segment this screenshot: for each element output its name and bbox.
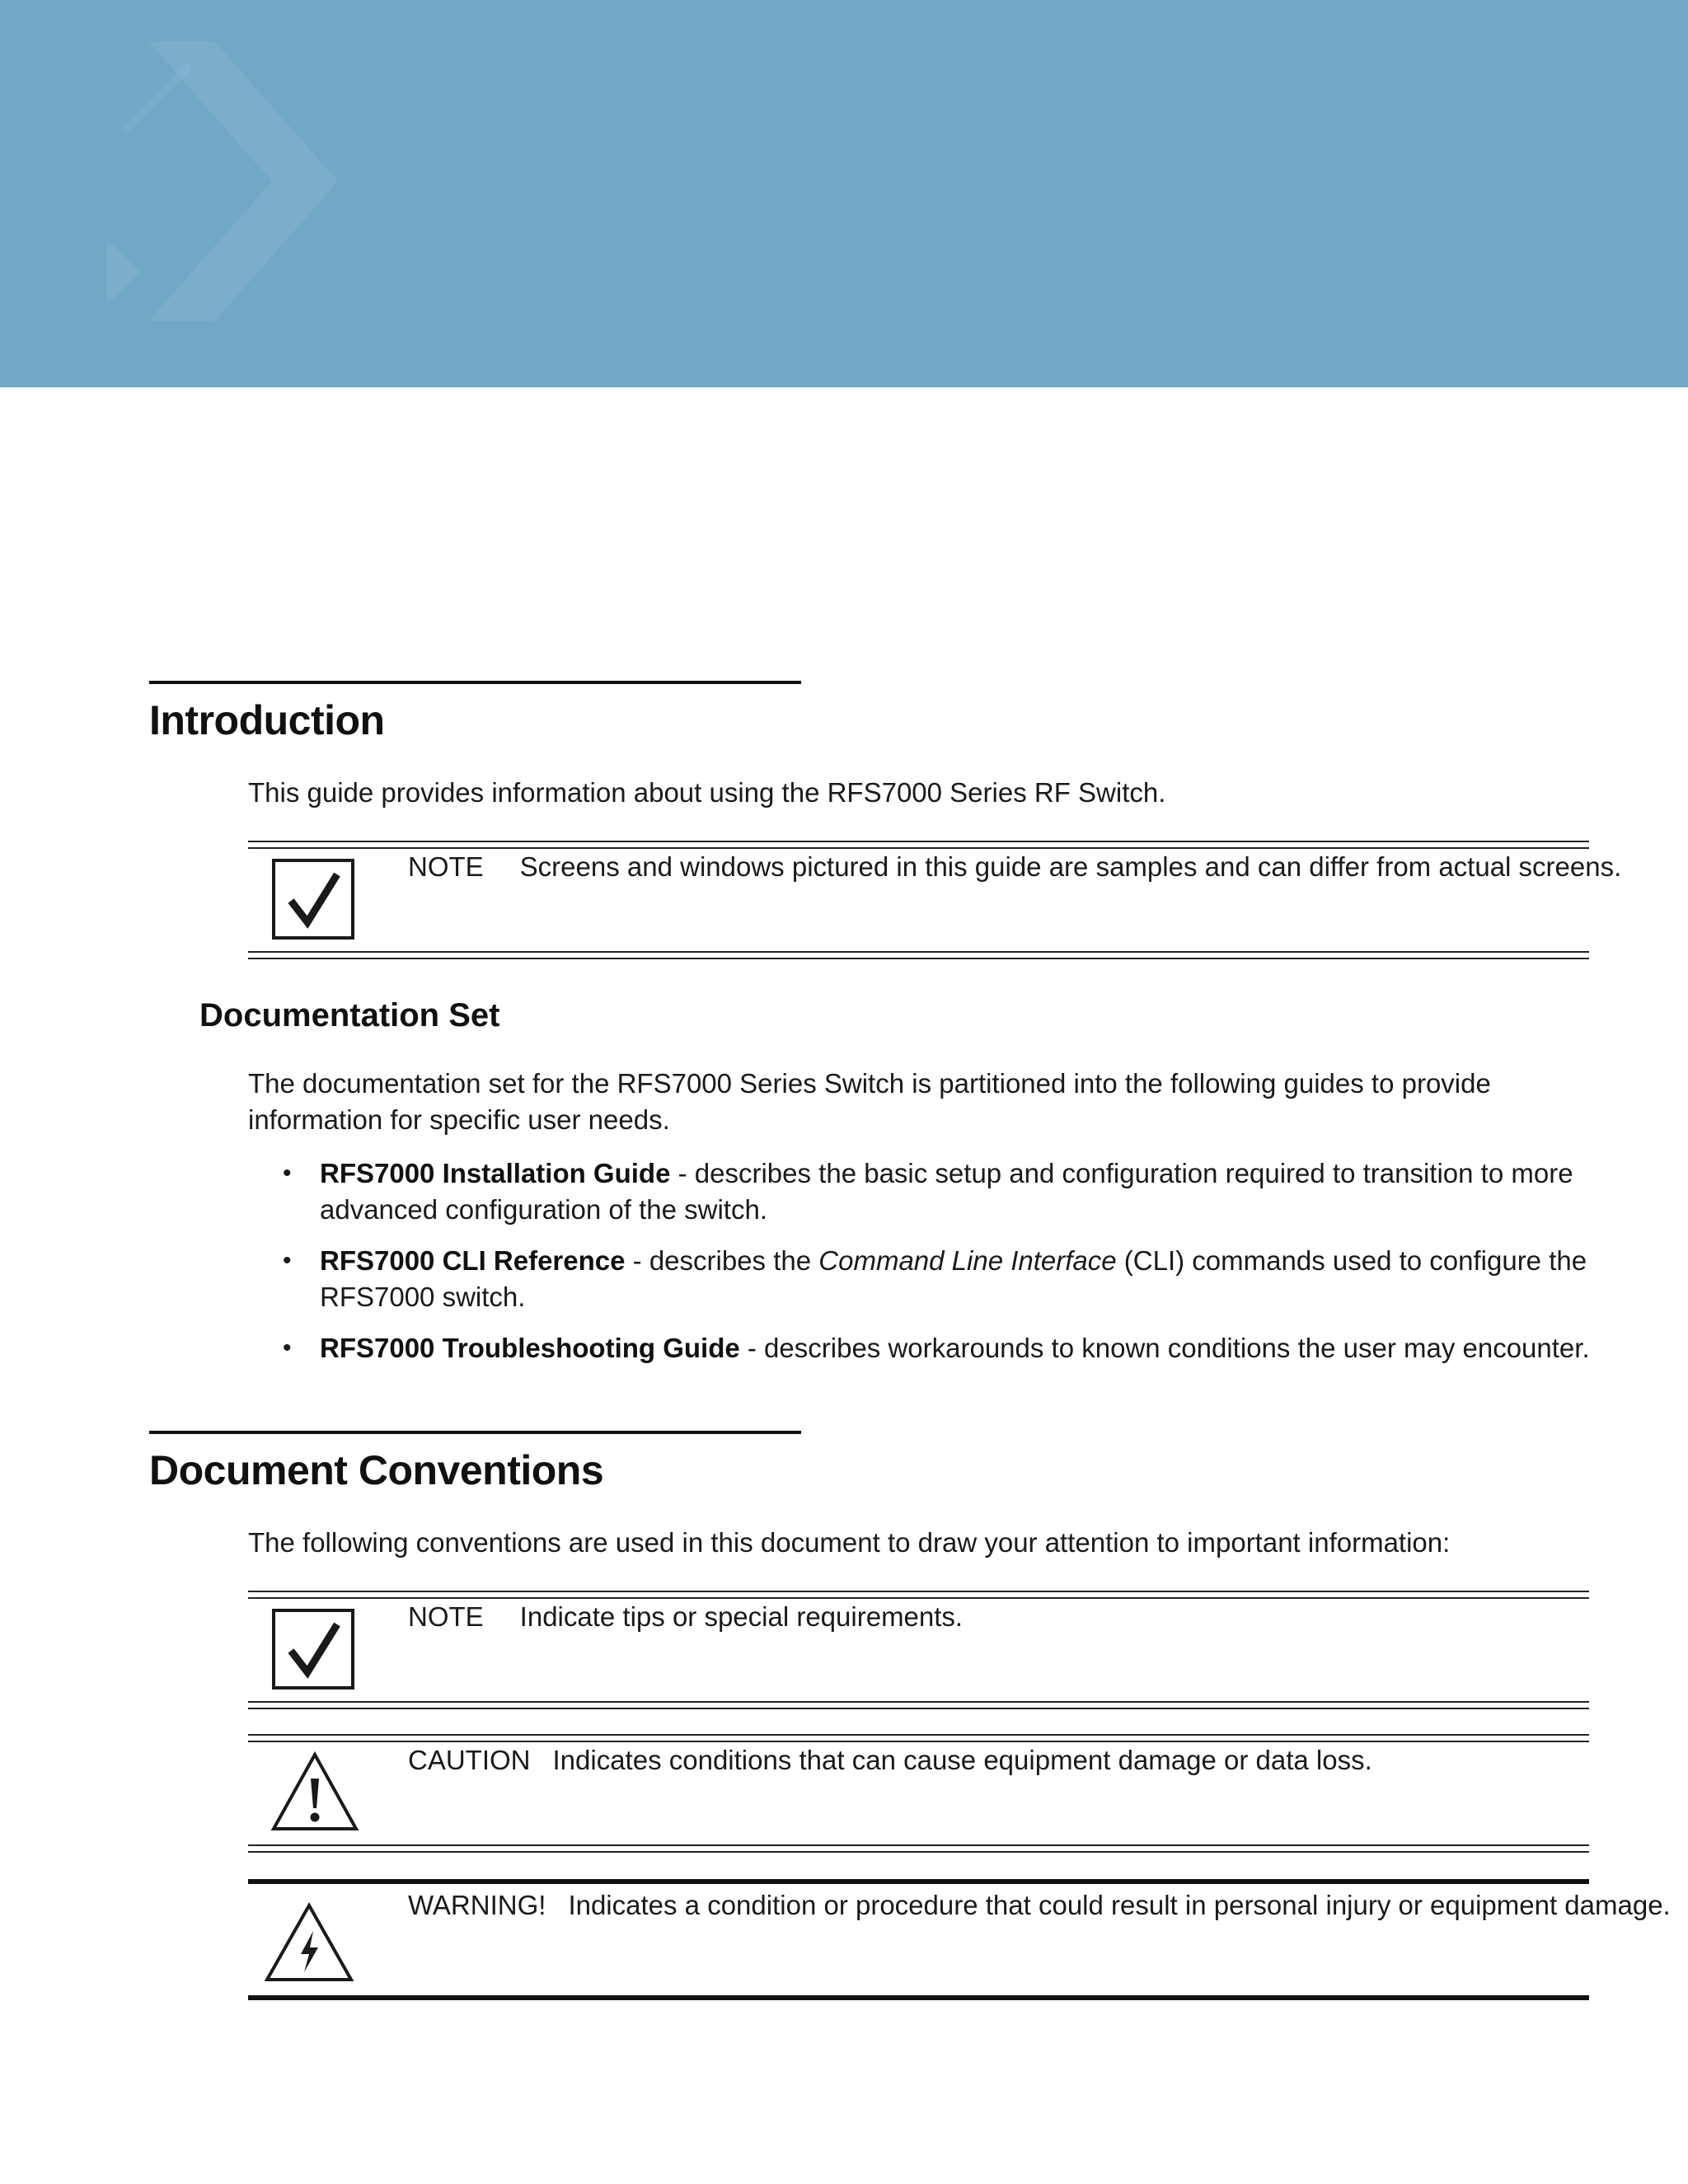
note-text: Indicate tips or special requirements.: [519, 1601, 964, 1632]
list-item-title: RFS7000 Troubleshooting Guide: [320, 1333, 740, 1363]
list-item-text: - describes the: [625, 1245, 819, 1276]
introduction-text: This guide provides information about using the RFS7000 Series RF Switch.: [248, 777, 1166, 808]
list-item: • RFS7000 Installation Guide - describes the basic setup and configuration required to transition to more advanced configuration of the switch.: [283, 1158, 1573, 1225]
caution-text: Indicates conditions that can cause equipment damage or data loss.: [552, 1745, 1372, 1775]
documentation-set-heading: Documentation Set: [199, 997, 500, 1033]
list-item-text: (CLI) commands used to configure the RFS7000 switch.: [320, 1245, 1587, 1312]
header-banner: [0, 0, 1688, 387]
exclamation-triangle-icon: [270, 1750, 360, 1833]
introduction-heading: Introduction: [149, 697, 385, 743]
section-rule: [149, 681, 801, 684]
caution-box: [248, 1734, 1589, 1849]
section-rule: [149, 1431, 801, 1434]
warning-label: WARNING!: [408, 1890, 546, 1920]
convention-note-box: [248, 1591, 1589, 1706]
note-label: NOTE: [408, 851, 484, 882]
note-label: NOTE: [408, 1601, 484, 1632]
warning-text: Indicates a condition or procedure that could result in personal injury or equipment damage.: [568, 1890, 1671, 1920]
list-item-title: RFS7000 Installation Guide: [320, 1158, 671, 1188]
list-item: • RFS7000 CLI Reference - describes the Command Line Interface (CLI) commands used to configure the RFS7000 switch.: [283, 1245, 1587, 1312]
warning-box: [248, 1879, 1671, 2003]
note-text: Screens and windows pictured in this guide are samples and can differ from actual screens.: [519, 851, 1622, 882]
lightning-triangle-icon: [263, 1901, 355, 1984]
caution-label: CAUTION: [408, 1745, 531, 1775]
list-item: • RFS7000 Troubleshooting Guide - describes workarounds to known conditions the user may encounter.: [283, 1333, 1590, 1363]
documentation-list: [248, 1155, 1592, 1381]
checkmark-icon: [271, 1608, 355, 1690]
document-conventions-text: The following conventions are used in this document to draw your attention to important information:: [248, 1527, 1451, 1558]
list-item-text: - describes the basic setup and configuration required to transition to more advanced configuration of the switch.: [320, 1158, 1573, 1225]
list-item-text: - describes workarounds to known conditions the user may encounter.: [739, 1333, 1590, 1363]
banner-logo-icon: [91, 33, 387, 346]
list-item-emphasis: Command Line Interface: [818, 1245, 1117, 1276]
list-item-title: RFS7000 CLI Reference: [320, 1245, 626, 1276]
document-conventions-heading: Document Conventions: [149, 1447, 604, 1493]
intro-note-box: [248, 841, 1622, 961]
documentation-set-text: The documentation set for the RFS7000 Series Switch is partitioned into the following guides to provide information for specific user needs.: [248, 1068, 1491, 1135]
checkmark-icon: [271, 858, 355, 940]
